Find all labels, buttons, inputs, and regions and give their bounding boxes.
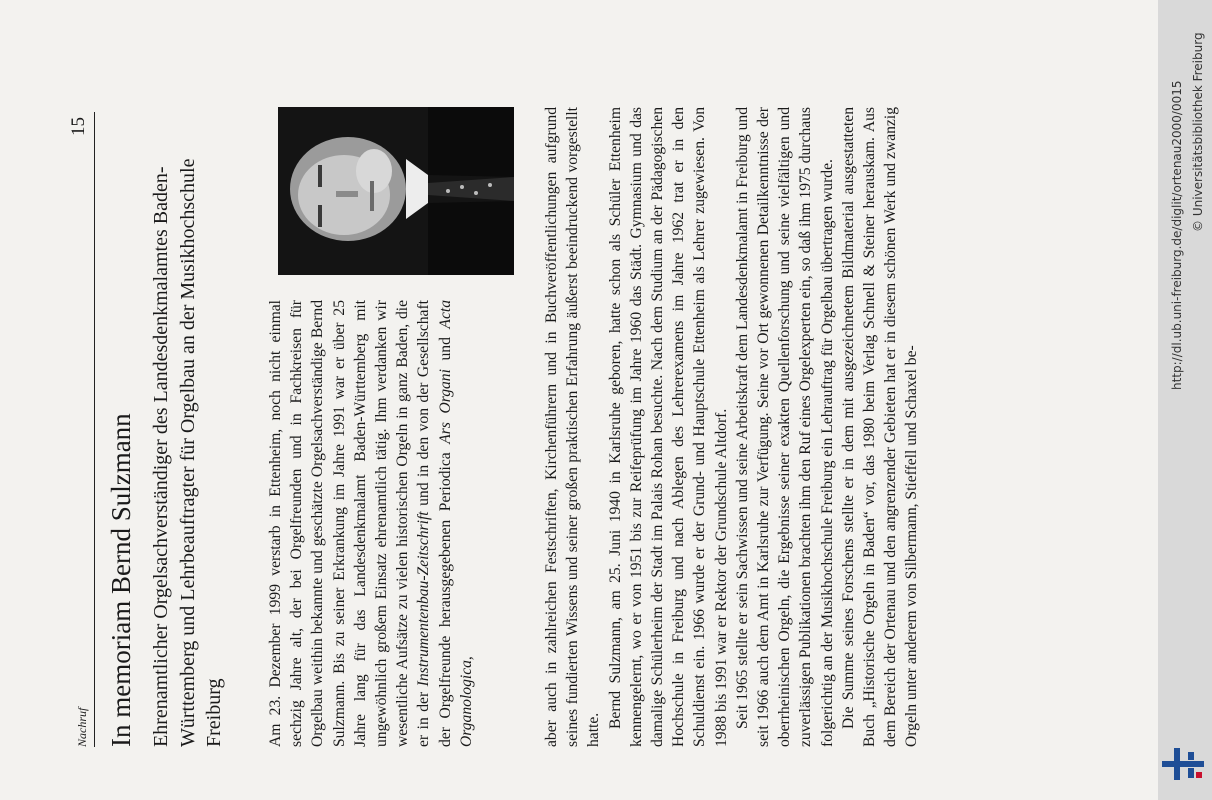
text-run: Am 23. Dezember 1999 verstarb in Ettenheim, noch nicht einmal sechzig Jahre alt, der bei Orgelfreunden und in Fachkreisen für Orgelbau weithin bekannte und geschätzte Orgelsachverständige Bernd Sulzmann. Bis zu seiner Erkrankung im Jahre 1991 war er über 25 Jahre lang für das Landesdenkmalamt Baden-Württemberg mit ungewöhnlich großem Einsatz ehrenamtlich tätig. Ihm verdanken wir wesentliche Aufsätze zu vielen historischen Orgeln in ganz Baden, die er in der <box>267 300 433 747</box>
article-title: In memoriam Bernd Sulzmann <box>106 413 136 747</box>
paragraph-biography: Bernd Sulzmann, am 25. Juni 1940 in Karlsruhe geboren, hatte schon als Schüler Ettenheim kennengelernt, wo er von 1951 bis zur Reifeprüfung im Jahre 1960 das Städt. Gymnasium und das damalige Schülerheim der Stadt im Palais Rohan besuchte. Nach dem Studium an der Pädagogischen Hochschule in Freiburg und nach Ablegen des Lehrerexamens im Jahre 1962 trat er in den Schuldienst ein. 1966 wurde er der Grund- und Hauptschule Ettenheim als Lehrer zugewiesen. Von 1988 bis 1991 war er Rektor der Grundschule Altdorf. <box>606 107 730 747</box>
copyright-notice: © Universitätsbibliothek Freiburg <box>1191 32 1205 232</box>
text-run: und <box>436 337 454 361</box>
paragraph-research: Die Summe seines Forschens stellte er in dem mit ausgezeichnetem Bildmaterial ausgestatteten Buch „Historische Orgeln in Baden“ vor, das 1980 beim Verlag Schnell & Steiner herauskam. Aus dem Bereich der Ortenau und den angrenzender Gebieten hat er in diesem schönen Werk und zwanzig Orgeln unter anderem von Silbermann, Stieffell und Schaxel be- <box>839 107 921 747</box>
section-label: Nachruf <box>75 707 89 747</box>
ub-freiburg-logo-icon <box>1162 744 1206 784</box>
paragraph-obituary-intro-end: aber auch in zahlreichen Festschriften, Kirchenführern und in Buchveröffentlichungen aufgrund seines fundierten Wissens und seiner großen praktischen Erfahrung äußerst beeindruckend vorgestellt hatte. <box>543 107 603 747</box>
portrait-photo-image <box>278 107 514 275</box>
page-number: 15 <box>68 117 89 136</box>
article-body-column <box>265 300 477 747</box>
header-rule <box>94 112 95 747</box>
text-italic: Acta Organologica, <box>436 299 475 747</box>
paragraph-obituary-intro <box>265 300 477 747</box>
article-body-full <box>541 107 923 747</box>
text-italic: Ars Organi <box>436 369 454 444</box>
article-subtitle: Ehrenamtlicher Orgelsachverständiger des Landesdenkmalamtes Baden-Württemberg und Lehrbeauftragter für Orgelbau an der Musikhochschule Freiburg <box>150 158 225 747</box>
portrait-photo <box>278 107 514 275</box>
text-italic: Instrumentenbau-Zeitschrift <box>415 511 433 687</box>
paragraph-career: Seit 1965 stellte er sein Sachwissen und seine Arbeitskraft dem Landesdenkmalamt in Freiburg und seit 1966 auch dem Amt in Karlsruhe zur Verfügung. Seine vor Ort gewonnenen Detailkenntnisse der oberrheinischen Orgeln, die Ergebnisse seiner exakten Quellenforschung und seine vielfältigen und zuverlässigen Publikationen brachten ihm den Ruf eines Orgelexperten ein, so daß ihm 1975 durchaus folgerichtig an der Musikhochschule Freiburg ein Lehrauftrag für Orgelbau übertragen wurde. <box>733 107 836 747</box>
text-run: und in den von der Gesellschaft der Orgelfreunde herausgegebenen Periodica <box>415 300 454 747</box>
source-url-link[interactable]: http://dl.ub.uni-freiburg.de/diglit/ortenau2000/0015 <box>1170 80 1184 390</box>
